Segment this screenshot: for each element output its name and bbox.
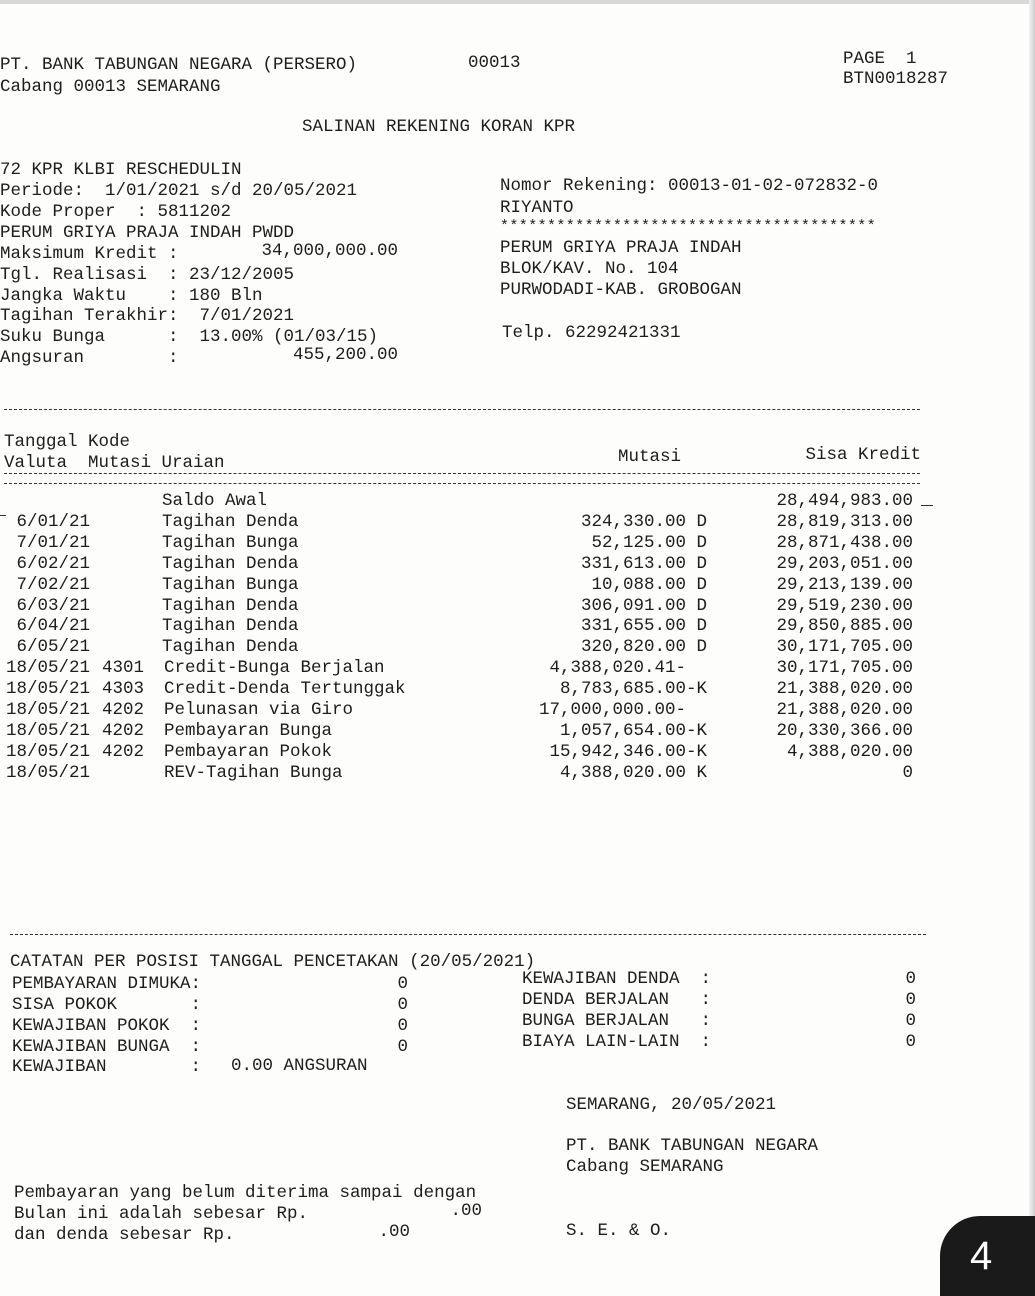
row-remaining-credit: 0: [902, 763, 913, 783]
row-date: 6/04/21: [6, 616, 91, 636]
row-remaining-credit: 29,519,230.00: [776, 596, 913, 616]
row-description: Pembayaran Bunga: [164, 721, 333, 741]
loan-period: Periode: 1/01/2021 s/d 20/05/2021: [0, 181, 358, 201]
row-mutation: 331,613.00 D: [580, 554, 707, 574]
row-description: Tagihan Denda: [162, 554, 299, 574]
catatan-right-label: KEWAJIBAN DENDA :: [522, 969, 712, 989]
footer-branch: Cabang SEMARANG: [566, 1157, 724, 1177]
row-date: 18/05/21: [6, 763, 91, 783]
row-remaining-credit: 29,213,139.00: [776, 575, 913, 595]
row-mutation: 15,942,346.00-K: [549, 742, 707, 762]
payment-note-line-3: dan denda sebesar Rp.: [14, 1225, 235, 1245]
installment-value: 455,200.00: [292, 345, 398, 365]
catatan-right-value: 0: [905, 990, 916, 1010]
row-remaining-credit: 28,819,313.00: [776, 512, 913, 532]
row-mutation: 52,125.00 D: [591, 533, 707, 553]
row-date: 6/02/21: [6, 554, 91, 574]
row-description: REV-Tagihan Bunga: [164, 763, 343, 783]
payment-note-value-2: .00: [378, 1222, 410, 1242]
row-remaining-credit: 29,203,051.00: [776, 554, 913, 574]
row-date: 18/05/21: [6, 742, 91, 762]
row-remaining-credit: 28,871,438.00: [776, 533, 913, 553]
row-date: 18/05/21: [6, 721, 91, 741]
row-code: 4202: [102, 700, 145, 720]
installment-label: Angsuran :: [0, 348, 179, 368]
row-date: 6/01/21: [6, 512, 91, 532]
page-title: SALINAN REKENING KORAN KPR: [302, 117, 576, 137]
row-date: 18/05/21: [6, 679, 91, 699]
row-description: Tagihan Denda: [162, 637, 299, 657]
last-bill: Tagihan Terakhir: 7/01/2021: [0, 306, 295, 326]
row-mutation: 324,330.00 D: [580, 512, 707, 532]
row-date: 7/01/21: [6, 533, 91, 553]
table-header-mutasi: Mutasi: [618, 447, 682, 467]
page-number: PAGE 1: [843, 49, 917, 69]
catatan-left-value: 0: [397, 1016, 408, 1036]
row-remaining-credit: 20,330,366.00: [776, 721, 913, 741]
row-mutation: 1,057,654.00-K: [559, 721, 707, 741]
row-mutation: 8,783,685.00-K: [559, 679, 707, 699]
document-code: BTN0018287: [843, 69, 949, 89]
row-description: Tagihan Bunga: [162, 533, 299, 553]
branch-code: 00013: [468, 53, 521, 73]
catatan-left-value: 0: [397, 995, 408, 1015]
row-description: Tagihan Denda: [162, 616, 299, 636]
row-mutation: 320,820.00 D: [580, 637, 707, 657]
row-description: Tagihan Denda: [162, 512, 299, 532]
row-date: 6/03/21: [6, 596, 91, 616]
row-mutation: 10,088.00 D: [591, 575, 707, 595]
realization-date: Tgl. Realisasi : 23/12/2005: [0, 265, 295, 285]
catatan-left-label: KEWAJIBAN BUNGA :: [12, 1037, 202, 1057]
row-date: 18/05/21: [6, 658, 91, 678]
row-description: Pelunasan via Giro: [164, 700, 354, 720]
catatan-left-value: 0: [397, 1037, 408, 1057]
row-remaining-credit: 21,388,020.00: [776, 700, 913, 720]
address-line-1: PERUM GRIYA PRAJA INDAH: [500, 238, 742, 258]
row-mutation: 4,388,020.41-: [549, 658, 707, 678]
catatan-left-label: SISA POKOK :: [12, 995, 202, 1015]
row-description: Credit-Bunga Berjalan: [164, 658, 385, 678]
row-description: Tagihan Bunga: [162, 575, 299, 595]
table-top-rule: [4, 409, 920, 410]
row-description: Credit-Denda Tertunggak: [164, 679, 406, 699]
address-line-3: PURWODADI-KAB. GROBOGAN: [500, 280, 742, 300]
kode-proper: Kode Proper : 5811202: [0, 202, 232, 222]
catatan-right-label: BIAYA LAIN-LAIN :: [522, 1032, 712, 1052]
row-code: 4202: [102, 721, 145, 741]
payment-note-line-1: Pembayaran yang belum diterima sampai dengan: [14, 1183, 477, 1203]
row-remaining-credit: 21,388,020.00: [776, 679, 913, 699]
catatan-right-value: 0: [905, 1032, 916, 1052]
catatan-title: CATATAN PER POSISI TANGGAL PENCETAKAN (20/05/2021): [10, 952, 536, 972]
row-code: 4202: [102, 742, 145, 762]
row-description: Tagihan Denda: [162, 596, 299, 616]
table-header-rule-1: [4, 473, 920, 474]
catatan-right-value: 0: [905, 969, 916, 989]
row-remaining-credit: 29,850,885.00: [776, 616, 913, 636]
row-remaining-credit: 28,494,983.00: [776, 491, 913, 511]
table-header-valuta-uraian: Valuta Mutasi Uraian: [4, 453, 225, 473]
row-mutation: 331,655.00 D: [580, 616, 707, 636]
place-date: SEMARANG, 20/05/2021: [566, 1095, 777, 1115]
max-credit-label: Maksimum Kredit :: [0, 244, 179, 264]
margin-tick-mark-right: [921, 505, 933, 506]
scan-edge-right: [1029, 0, 1035, 1280]
interest-rate: Suku Bunga : 13.00% (01/03/15): [0, 327, 379, 347]
branch-name: Cabang 00013 SEMARANG: [0, 77, 221, 97]
row-description: Saldo Awal: [162, 491, 268, 511]
loan-type: 72 KPR KLBI RESCHEDULIN: [0, 160, 242, 180]
catatan-left-label: KEWAJIBAN POKOK :: [12, 1016, 202, 1036]
bank-name: PT. BANK TABUNGAN NEGARA (PERSERO): [0, 55, 358, 75]
address-line-2: BLOK/KAV. No. 104: [500, 259, 679, 279]
kewajiban-value: 0.00 ANGSURAN: [231, 1056, 368, 1076]
payment-note-value-1: .00: [450, 1201, 482, 1221]
row-remaining-credit: 4,388,020.00: [786, 742, 913, 762]
row-description: Pembayaran Pokok: [164, 742, 333, 762]
account-number: Nomor Rekening: 00013-01-02-072832-0: [500, 176, 879, 196]
star-separator: ****************************************: [500, 218, 877, 235]
catatan-top-rule: [10, 934, 926, 935]
catatan-left-value: 0: [397, 974, 408, 994]
housing-name: PERUM GRIYA PRAJA INDAH PWDD: [0, 223, 295, 243]
row-mutation: 17,000,000.00-: [538, 700, 707, 720]
phone-number: Telp. 62292421331: [502, 323, 681, 343]
row-mutation: 4,388,020.00 K: [559, 763, 707, 783]
table-header-rule-2: [4, 483, 920, 484]
row-code: 4303: [102, 679, 145, 699]
row-date: 18/05/21: [6, 700, 91, 720]
kewajiban-label: KEWAJIBAN :: [12, 1057, 202, 1077]
seo-note: S. E. & O.: [566, 1221, 672, 1241]
row-code: 4301: [102, 658, 145, 678]
scan-edge: [0, 0, 1035, 4]
row-remaining-credit: 30,171,705.00: [776, 658, 913, 678]
catatan-right-label: DENDA BERJALAN :: [522, 990, 712, 1010]
row-remaining-credit: 30,171,705.00: [776, 637, 913, 657]
page-badge: 4: [940, 1216, 1035, 1296]
catatan-right-label: BUNGA BERJALAN :: [522, 1011, 712, 1031]
max-credit-value: 34,000,000.00: [261, 241, 398, 261]
row-mutation: 306,091.00 D: [580, 596, 707, 616]
catatan-left-label: PEMBAYARAN DIMUKA:: [12, 974, 202, 994]
table-header-sisa-kredit: Sisa Kredit: [805, 445, 921, 465]
catatan-right-value: 0: [905, 1011, 916, 1031]
payment-note-line-2: Bulan ini adalah sebesar Rp.: [14, 1204, 309, 1224]
table-header-tanggal-kode: Tanggal Kode: [4, 432, 131, 452]
footer-bank-name: PT. BANK TABUNGAN NEGARA: [566, 1136, 819, 1156]
loan-term: Jangka Waktu : 180 Bln: [0, 286, 263, 306]
row-date: 7/02/21: [6, 575, 91, 595]
row-date: 6/05/21: [6, 637, 91, 657]
customer-name: RIYANTO: [500, 198, 574, 218]
